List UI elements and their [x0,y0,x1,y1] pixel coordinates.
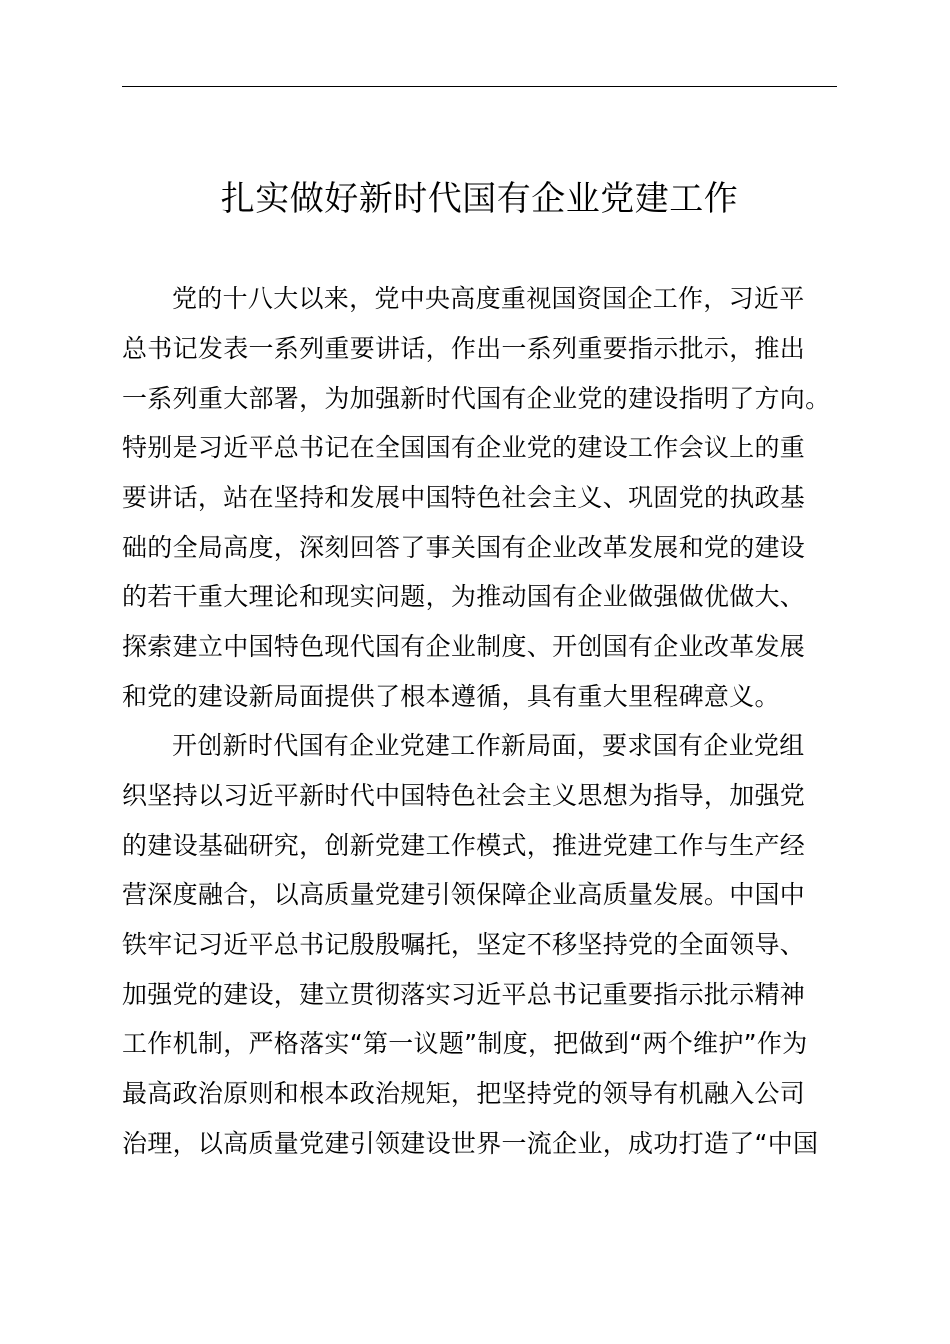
paragraph-1-line-9: 和党的建设新局面提供了根本遵循，具有重大里程碑意义。 [122,682,780,711]
paragraph-1-line-2: 总书记发表一系列重要讲话，作出一系列重要指示批示，推出 [122,334,806,363]
header-rule [122,86,837,87]
paragraph-2-line-7: 工作机制，严格落实“第一议题”制度，把做到“两个维护”作为 [122,1029,808,1058]
paragraph-2-line-2: 织坚持以习近平新时代中国特色社会主义思想为指导，加强党 [122,781,806,810]
paragraph-1-line-5: 要讲话，站在坚持和发展中国特色社会主义、巩固党的执政基 [122,483,806,512]
paragraph-1-line-1: 党的十八大以来，党中央高度重视国资国企工作，习近平 [172,284,805,313]
paragraph-1-line-8: 探索建立中国特色现代国有企业制度、开创国有企业改革发展 [122,632,806,661]
paragraph-2-line-1: 开创新时代国有企业党建工作新局面，要求国有企业党组 [172,731,805,760]
paragraph-2-line-6: 加强党的建设，建立贯彻落实习近平总书记重要指示批示精神 [122,980,806,1009]
paragraph-1-line-4: 特别是习近平总书记在全国国有企业党的建设工作会议上的重 [122,433,806,462]
paragraph-2-line-5: 铁牢记习近平总书记殷殷嘱托，坚定不移坚持党的全面领导、 [122,930,806,959]
paragraph-2-line-3: 的建设基础研究，创新党建工作模式，推进党建工作与生产经 [122,831,806,860]
paragraph-1-line-7: 的若干重大理论和现实问题，为推动国有企业做强做优做大、 [122,582,806,611]
paragraph-1-line-6: 础的全局高度，深刻回答了事关国有企业改革发展和党的建设 [122,533,806,562]
paragraph-2-line-9: 治理，以高质量党建引领建设世界一流企业，成功打造了“中国 [122,1129,819,1158]
document-title: 扎实做好新时代国有企业党建工作 [220,179,739,219]
paragraph-1-line-3: 一系列重大部署，为加强新时代国有企业党的建设指明了方向。 [122,384,831,413]
paragraph-2-line-8: 最高政治原则和根本政治规矩，把坚持党的领导有机融入公司 [122,1079,806,1108]
paragraph-2-line-4: 营深度融合，以高质量党建引领保障企业高质量发展。中国中 [122,880,806,909]
